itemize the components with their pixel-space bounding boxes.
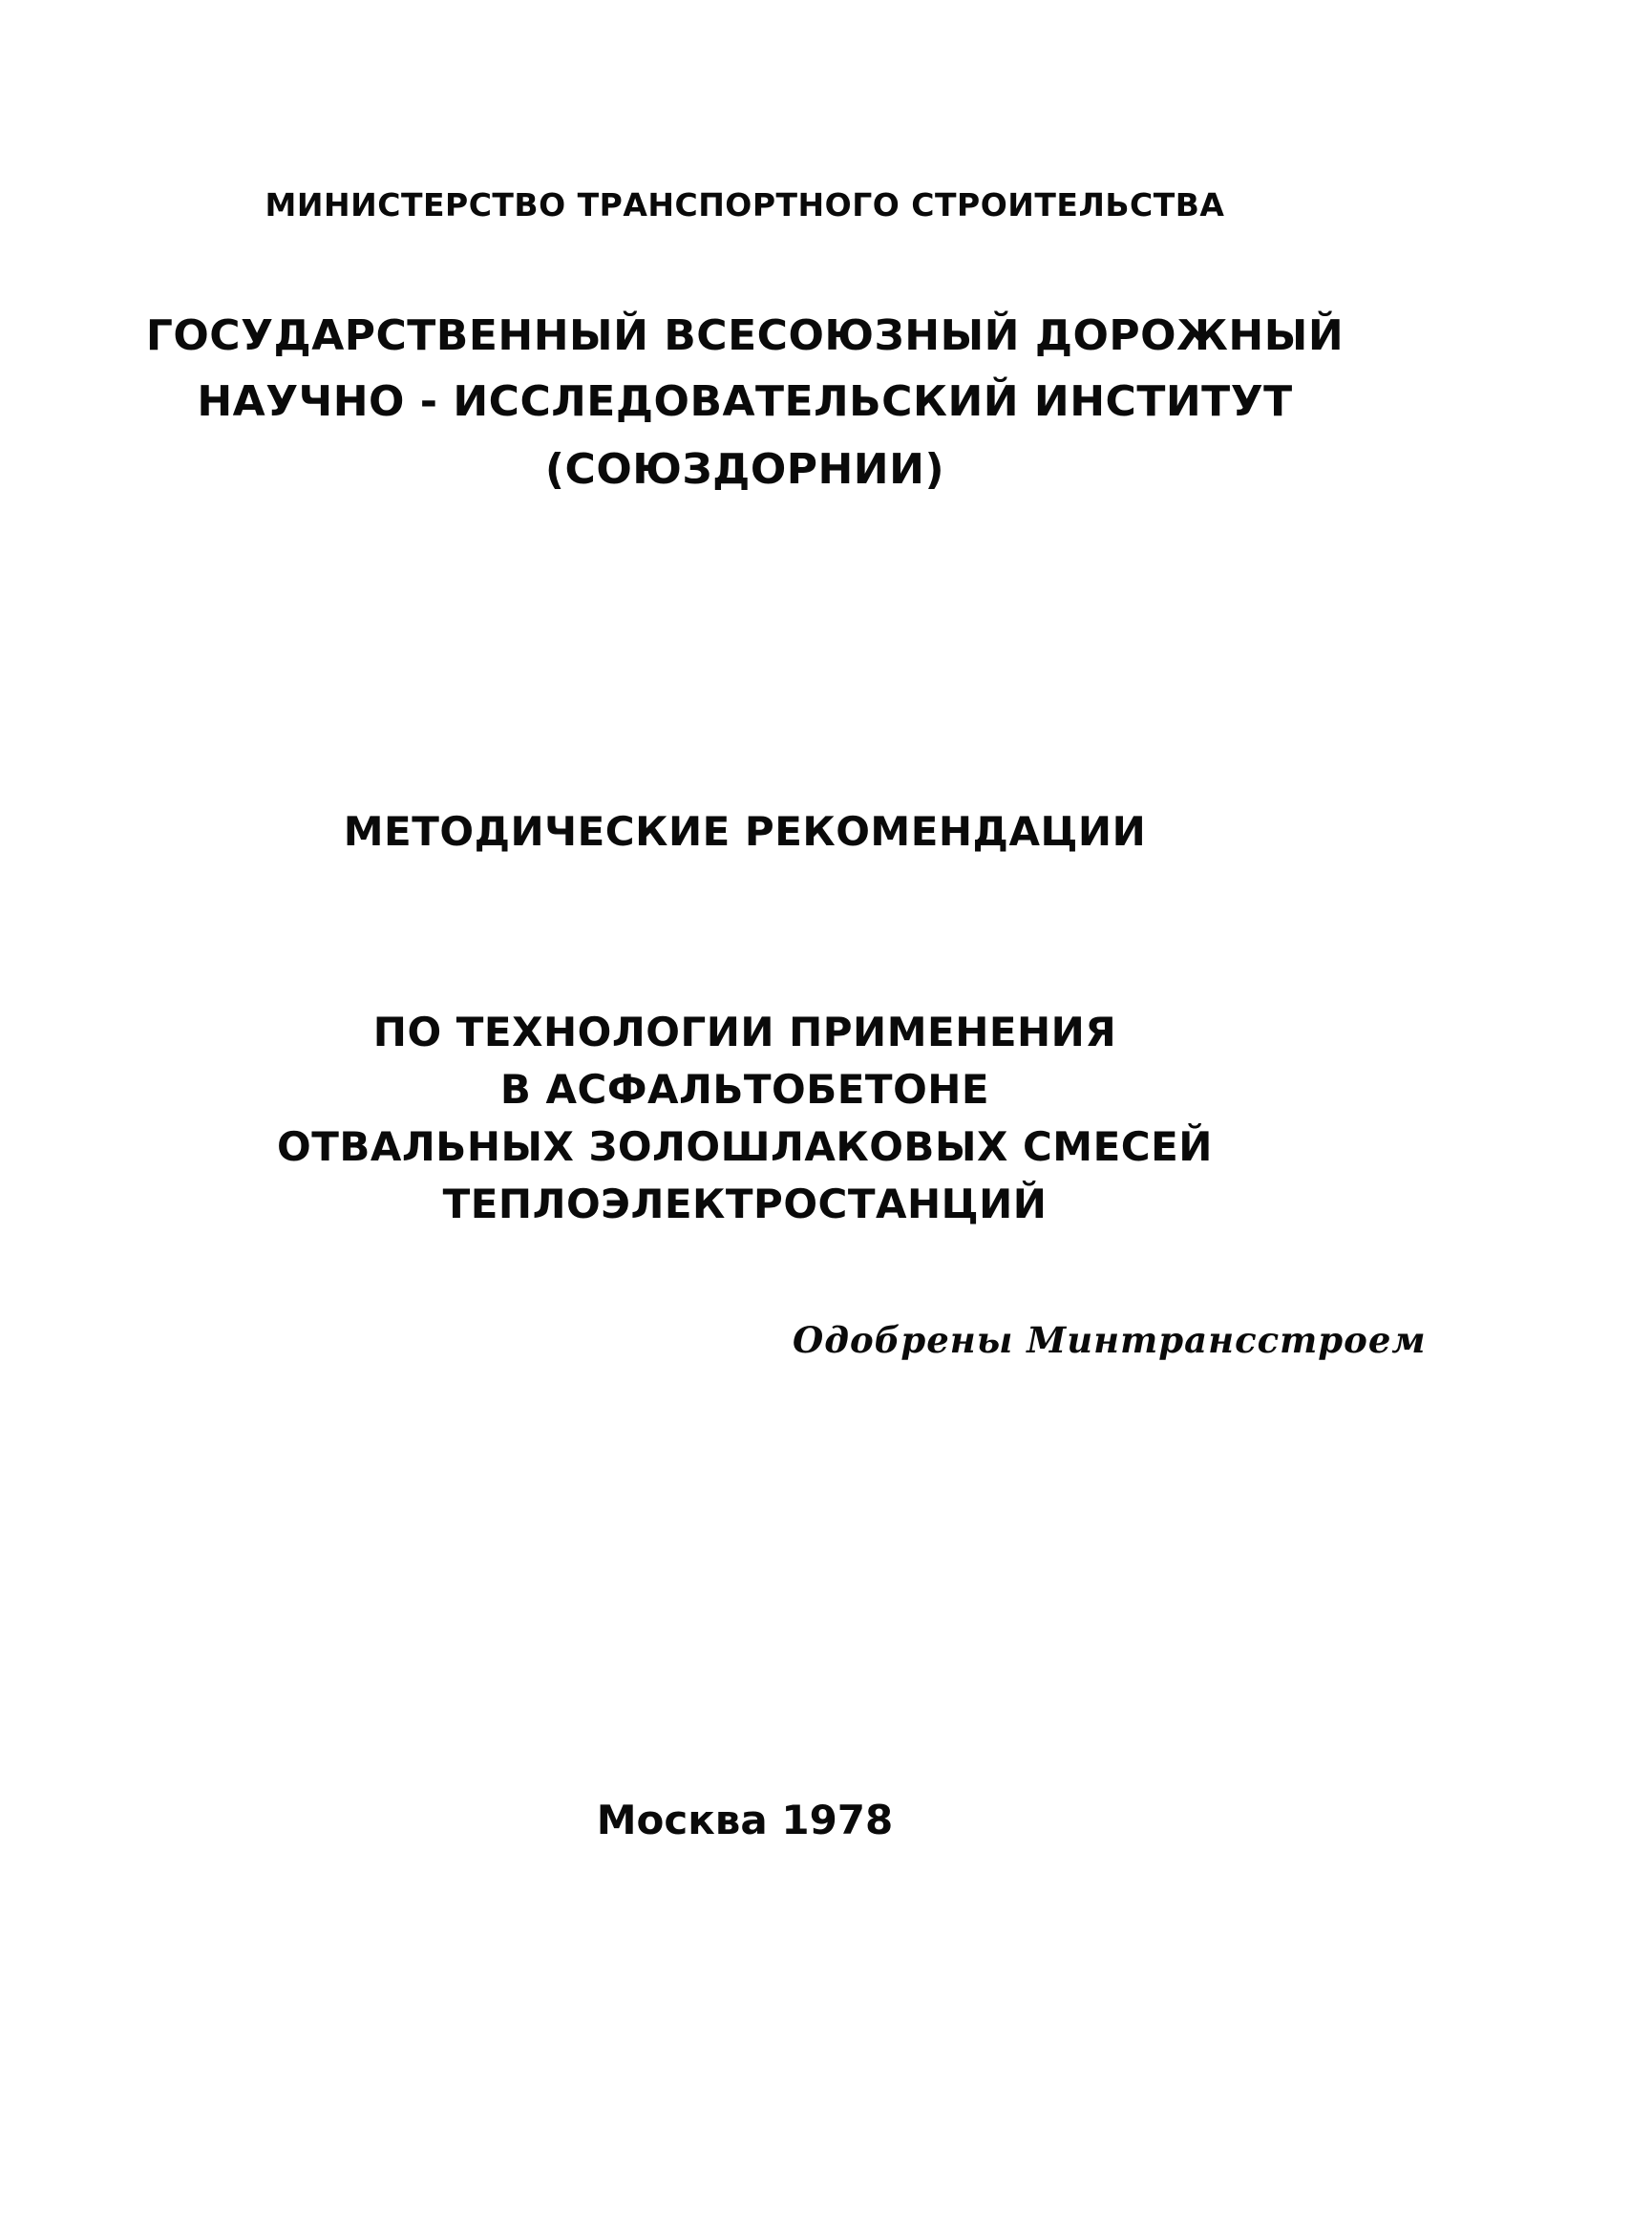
institute-name-line-2: НАУЧНО - ИССЛЕДОВАТЕЛЬСКИЙ ИНСТИТУТ	[197, 377, 1293, 426]
subject-line-4: ТЕПЛОЭЛЕКТРОСТАНЦИЙ	[442, 1181, 1048, 1227]
subject-line-1: ПО ТЕХНОЛОГИИ ПРИМЕНЕНИЯ	[372, 1009, 1117, 1055]
document-type-title: МЕТОДИЧЕСКИЕ РЕКОМЕНДАЦИИ	[343, 808, 1147, 855]
publication-city-year: Москва 1978	[596, 1797, 894, 1843]
institute-abbreviation: (СОЮЗДОРНИИ)	[544, 445, 945, 494]
subject-line-2: В АСФАЛЬТОБЕТОНЕ	[499, 1066, 990, 1113]
subject-line-3: ОТВАЛЬНЫХ ЗОЛОШЛАКОВЫХ СМЕСЕЙ	[277, 1123, 1213, 1170]
ministry-name: МИНИСТЕРСТВО ТРАНСПОРТНОГО СТРОИТЕЛЬСТВА	[265, 186, 1225, 224]
approval-note: Одобрены Минтрансстроем	[793, 1319, 1427, 1361]
institute-name-line-1: ГОСУДАРСТВЕННЫЙ ВСЕСОЮЗНЫЙ ДОРОЖНЫЙ	[145, 311, 1345, 360]
